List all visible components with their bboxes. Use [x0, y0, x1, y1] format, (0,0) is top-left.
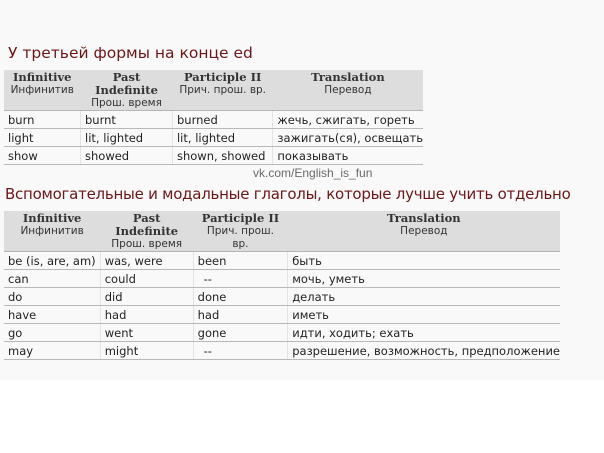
- header-ru-label: Перевод: [324, 84, 372, 96]
- cell-participle-ii: --: [193, 270, 288, 288]
- table-row: [4, 270, 560, 288]
- cell-past-indefinite: was, were: [100, 252, 193, 270]
- header-infinitive: [4, 70, 81, 111]
- header-ru-label: Прош. время: [91, 97, 162, 109]
- cell-past-indefinite: showed: [81, 147, 173, 165]
- table-header-row: [4, 211, 560, 252]
- section-title-auxiliary-modal: Вспомогательные и модальные глаголы, которые лучше учить отдельно: [5, 185, 571, 203]
- cell-translation: быть: [288, 252, 560, 270]
- cell-infinitive: do: [4, 288, 100, 306]
- cell-translation: жечь, сжигать, гореть: [273, 111, 423, 129]
- header-ru-label: Прич. прош. вр.: [206, 225, 275, 250]
- header-infinitive: [4, 211, 100, 252]
- cell-participle-ii: been: [193, 252, 288, 270]
- cell-translation: идти, ходить; ехать: [288, 324, 560, 342]
- header-ru-label: Прош. время: [111, 238, 183, 250]
- header-translation: [288, 211, 560, 252]
- cell-translation: зажигать(ся), освещать: [273, 129, 423, 147]
- cell-translation: разрешение, возможность, предположение: [288, 342, 560, 360]
- cell-infinitive: go: [4, 324, 100, 342]
- header-en-label: Past Indefinite: [115, 211, 179, 238]
- header-ru-label: Инфинитив: [20, 225, 84, 237]
- cell-participle-ii: had: [193, 306, 288, 324]
- table-row: [4, 288, 560, 306]
- table-row: [4, 111, 423, 129]
- cell-participle-ii: gone: [193, 324, 288, 342]
- header-en-label: Infinitive: [12, 70, 72, 84]
- cell-participle-ii: shown, showed: [172, 147, 272, 165]
- header-translation: [273, 70, 423, 111]
- cell-infinitive: can: [4, 270, 100, 288]
- header-en-label: Past Indefinite: [95, 70, 158, 97]
- verbs-table-ed-form: [4, 70, 423, 165]
- cell-translation: иметь: [288, 306, 560, 324]
- cell-participle-ii: done: [193, 288, 288, 306]
- watermark-link: vk.com/English_is_fun: [253, 166, 373, 180]
- header-ru-label: Прич. прош. вр.: [179, 84, 267, 96]
- table-row: [4, 129, 423, 147]
- cell-translation: мочь, уметь: [288, 270, 560, 288]
- header-ru-label: Перевод: [400, 225, 448, 237]
- cell-past-indefinite: did: [100, 288, 193, 306]
- cell-participle-ii: --: [193, 342, 288, 360]
- header-past-indefinite: [81, 70, 173, 111]
- cell-infinitive: may: [4, 342, 100, 360]
- cell-infinitive: light: [4, 129, 81, 147]
- header-en-label: Infinitive: [22, 211, 82, 225]
- cell-infinitive: be (is, are, am): [4, 252, 100, 270]
- table-row: [4, 252, 560, 270]
- verbs-table-auxiliary-modal: [4, 211, 560, 360]
- header-en-label: Participle II: [183, 70, 262, 84]
- table-row: [4, 342, 560, 360]
- header-en-label: Translation: [387, 211, 461, 225]
- header-participle-ii: [172, 70, 272, 111]
- table-header-row: [4, 70, 423, 111]
- cell-translation: показывать: [273, 147, 423, 165]
- header-en-label: Participle II: [201, 211, 280, 225]
- cell-infinitive: have: [4, 306, 100, 324]
- table-row: [4, 147, 423, 165]
- cell-past-indefinite: had: [100, 306, 193, 324]
- cell-past-indefinite: burnt: [81, 111, 173, 129]
- cell-infinitive: show: [4, 147, 81, 165]
- header-en-label: Translation: [311, 70, 385, 84]
- cell-past-indefinite: went: [100, 324, 193, 342]
- cell-past-indefinite: lit, lighted: [81, 129, 173, 147]
- cell-participle-ii: lit, lighted: [172, 129, 272, 147]
- cell-past-indefinite: might: [100, 342, 193, 360]
- header-past-indefinite: [100, 211, 193, 252]
- section-title-ed-form: У третьей формы на конце ed: [8, 44, 253, 62]
- table-row: [4, 324, 560, 342]
- cell-participle-ii: burned: [172, 111, 272, 129]
- cell-past-indefinite: could: [100, 270, 193, 288]
- table-row: [4, 306, 560, 324]
- cell-translation: делать: [288, 288, 560, 306]
- cell-infinitive: burn: [4, 111, 81, 129]
- header-participle-ii: [193, 211, 288, 252]
- header-ru-label: Инфинитив: [10, 84, 74, 96]
